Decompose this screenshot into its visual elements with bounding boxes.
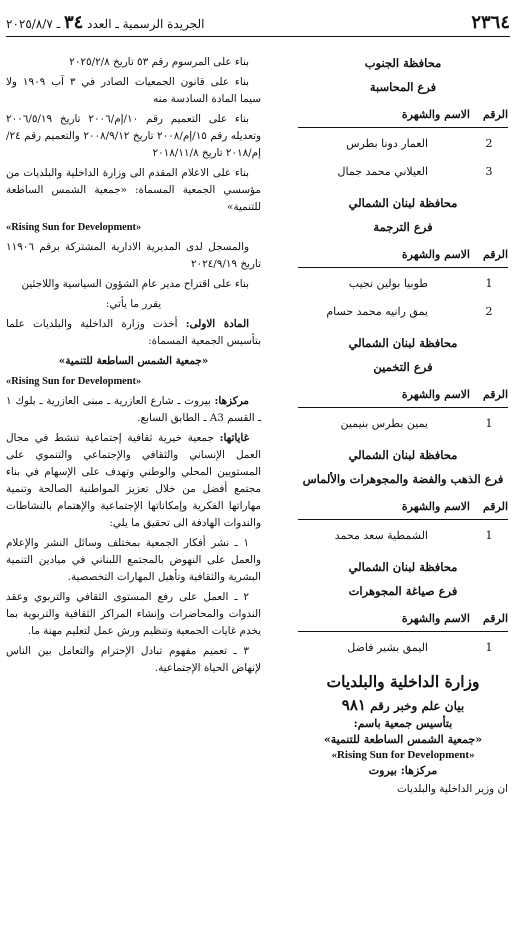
goal-item: ٢ ـ العمل على رفع المستوى الثقافي والتربوي وعقد الندوات والمحاضرات وإنشاء المراكز الثقافية والتربوية بما يخدم غايات الجمعية وتنظيم ورش عمل لتعليم مهنة ما. bbox=[6, 591, 261, 637]
col-num-header: الرقم bbox=[470, 246, 508, 268]
governorate-title: محافظة الجنوب bbox=[364, 56, 442, 70]
table-header-row bbox=[298, 106, 508, 128]
row-num: 2 bbox=[485, 137, 493, 150]
goals-text: جمعية خيرية ثقافية إجتماعية تنشط في مجال العمل الإنساني والثقافي والإجتماعي والتنموي على المستويين المحلي والوطني وتهدف على الإسهام في بناء مجتمع أفضل من خلال تعزيز المواطنية الصالحة وتنمية مهاراتها الفكرية وإمكاناتها الإجتماعية والإهتمام بالنشاطات والندوات الهادفة الى تحقيق ما يلي: bbox=[6, 432, 261, 529]
goal-item: ١ ـ نشر أفكار الجمعية بمختلف وسائل النشر والإعلام والعمل على النهوض بالمجتمع اللبناني في ميادين التنمية البشرية والثقافية وتأهيل المهارات التخصصية. bbox=[6, 537, 261, 583]
branch-title: فرع المحاسبة bbox=[369, 80, 437, 94]
row-num: 1 bbox=[485, 529, 493, 542]
table-row bbox=[298, 632, 508, 661]
table-row bbox=[298, 156, 508, 184]
issue-date: ـ ٢٠٢٥/٨/٧ bbox=[6, 16, 61, 31]
headquarters-line: مركزها: بيروت bbox=[368, 764, 438, 777]
article-text: أخذت وزارة الداخلية والبلديات علما بتأسيس الجمعية المسماة: bbox=[6, 318, 261, 347]
row-num: 3 bbox=[485, 165, 493, 178]
founding-line: بتأسيس جمعية باسم: bbox=[353, 717, 453, 730]
table-row bbox=[298, 268, 508, 297]
governorate-title: محافظة لبنان الشمالي bbox=[348, 560, 458, 574]
goals-paragraph bbox=[6, 430, 261, 532]
row-name: يمين بطرس بنيمين bbox=[340, 417, 428, 430]
table-header-row bbox=[298, 498, 508, 520]
headquarters-paragraph bbox=[6, 393, 261, 427]
paragraph: بناء على اقتراح مدير عام الشؤون السياسية واللاجئين bbox=[21, 278, 249, 290]
ministry-title: وزارة الداخلية والبلديات bbox=[326, 672, 480, 691]
article-label: المادة الاولى: bbox=[185, 318, 249, 330]
row-name: العمار دونا بطرس bbox=[346, 137, 428, 150]
table-header-row bbox=[298, 610, 508, 632]
row-num: 1 bbox=[485, 417, 493, 430]
page-number: ٢٣٦٤ bbox=[471, 11, 510, 33]
issue-number: ٣٤ bbox=[63, 11, 84, 33]
paragraph: والمسجل لدى المديرية الادارية المشتركة برقم ١١٩٠٦ تاريخ ٢٠٢٤/٩/١٩ bbox=[6, 241, 261, 270]
row-name: يمق رانيه محمد حسام bbox=[326, 305, 428, 318]
association-name-en: «Rising Sun for Development» bbox=[331, 749, 475, 761]
table-row bbox=[298, 408, 508, 437]
names-table bbox=[298, 498, 508, 548]
statement-number: ٩٨١ bbox=[341, 696, 366, 714]
row-num: 2 bbox=[485, 305, 493, 318]
table-header-row bbox=[298, 386, 508, 408]
left-column bbox=[6, 54, 261, 680]
col-num-header: الرقم bbox=[470, 106, 508, 128]
col-name-header: الاسم والشهرة bbox=[298, 386, 470, 408]
association-name-en: «Rising Sun for Development» bbox=[6, 222, 142, 233]
decision-line: يقرر ما يأتي: bbox=[105, 298, 162, 310]
hq-label: مركزها: bbox=[214, 395, 249, 407]
statement-prefix: بيان علم وخبر رقم bbox=[370, 699, 465, 713]
col-name-header: الاسم والشهرة bbox=[298, 246, 470, 268]
branch-title: فرع الذهب والفضة والمجوهرات والألماس bbox=[302, 472, 504, 486]
governorate-title: محافظة لبنان الشمالي bbox=[348, 448, 458, 462]
row-name: اليمق بشير فاضل bbox=[347, 641, 428, 654]
row-name: الشمطية سعد محمد bbox=[334, 529, 428, 542]
branch-title: فرع التخمين bbox=[373, 360, 433, 374]
association-name-ar: «جمعية الشمس الساطعة للتنمية» bbox=[58, 355, 209, 367]
col-num-header: الرقم bbox=[470, 610, 508, 632]
minister-line: ان وزير الداخلية والبلديات bbox=[397, 783, 508, 795]
paragraph: بناء على المرسوم رقم ٥٣ تاريخ ٢٠٢٥/٢/٨ bbox=[69, 56, 249, 68]
page-header bbox=[6, 8, 510, 37]
right-column bbox=[298, 54, 508, 795]
governorate-title: محافظة لبنان الشمالي bbox=[348, 336, 458, 350]
col-name-header: الاسم والشهرة bbox=[298, 610, 470, 632]
col-num-header: الرقم bbox=[470, 386, 508, 408]
statement-title bbox=[298, 696, 508, 714]
goals-label: غاياتها: bbox=[219, 432, 249, 444]
paragraph: بناء على قانون الجمعيات الصادر في ٣ آب ١٩٠٩ ولا سيما المادة السادسة منه bbox=[6, 76, 261, 105]
row-num: 1 bbox=[485, 641, 493, 654]
names-table bbox=[298, 386, 508, 436]
table-row bbox=[298, 520, 508, 549]
table-header-row bbox=[298, 246, 508, 268]
governorate-title: محافظة لبنان الشمالي bbox=[348, 196, 458, 210]
paragraph: بناء على التعميم رقم ١٠/إم/٢٠٠٦ تاريخ ٢٠٠٦/٥/١٩ وتعديله رقم ١٥/إم/٢٠٠٨ تاريخ ٢٠٠٨/٩/١٢ والتعميم رقم ٢٤/إم/٢٠١٨ تاريخ ٢٠١٨/١١/٨ bbox=[6, 113, 261, 159]
hq-text: بيروت ـ شارع العازرية ـ مبنى العازرية ـ بلوك ١ ـ القسم A3 ـ الطابق السابع. bbox=[6, 395, 261, 424]
branch-title: فرع الترجمة bbox=[373, 220, 433, 234]
row-num: 1 bbox=[485, 277, 493, 290]
issue-info bbox=[6, 12, 204, 33]
col-name-header: الاسم والشهرة bbox=[298, 106, 470, 128]
branch-title: فرع صياغة المجوهرات bbox=[348, 584, 458, 598]
row-name: طوبيا بولين نجيب bbox=[348, 277, 428, 290]
issue-prefix: الجريدة الرسمية ـ العدد bbox=[87, 16, 205, 31]
article-one bbox=[6, 316, 261, 350]
table-row bbox=[298, 296, 508, 324]
names-table bbox=[298, 610, 508, 660]
goal-item: ٣ ـ تعميم مفهوم تبادل الإحترام والتعامل بين الناس لإنهاض الحياة الإجتماعية. bbox=[6, 645, 261, 674]
names-table bbox=[298, 246, 508, 324]
col-name-header: الاسم والشهرة bbox=[298, 498, 470, 520]
paragraph: بناء على الاعلام المقدم الى وزارة الداخلية والبلديات من مؤسسي الجمعية المسماة: «جمعية الشمس الساطعة للتنمية» bbox=[6, 167, 261, 213]
association-name-en: «Rising Sun for Development» bbox=[6, 376, 142, 387]
row-name: العيلاني محمد جمال bbox=[337, 165, 428, 178]
table-row bbox=[298, 128, 508, 157]
names-table bbox=[298, 106, 508, 184]
association-name-ar: «جمعية الشمس الساطعة للتنمية» bbox=[323, 733, 483, 746]
col-num-header: الرقم bbox=[470, 498, 508, 520]
